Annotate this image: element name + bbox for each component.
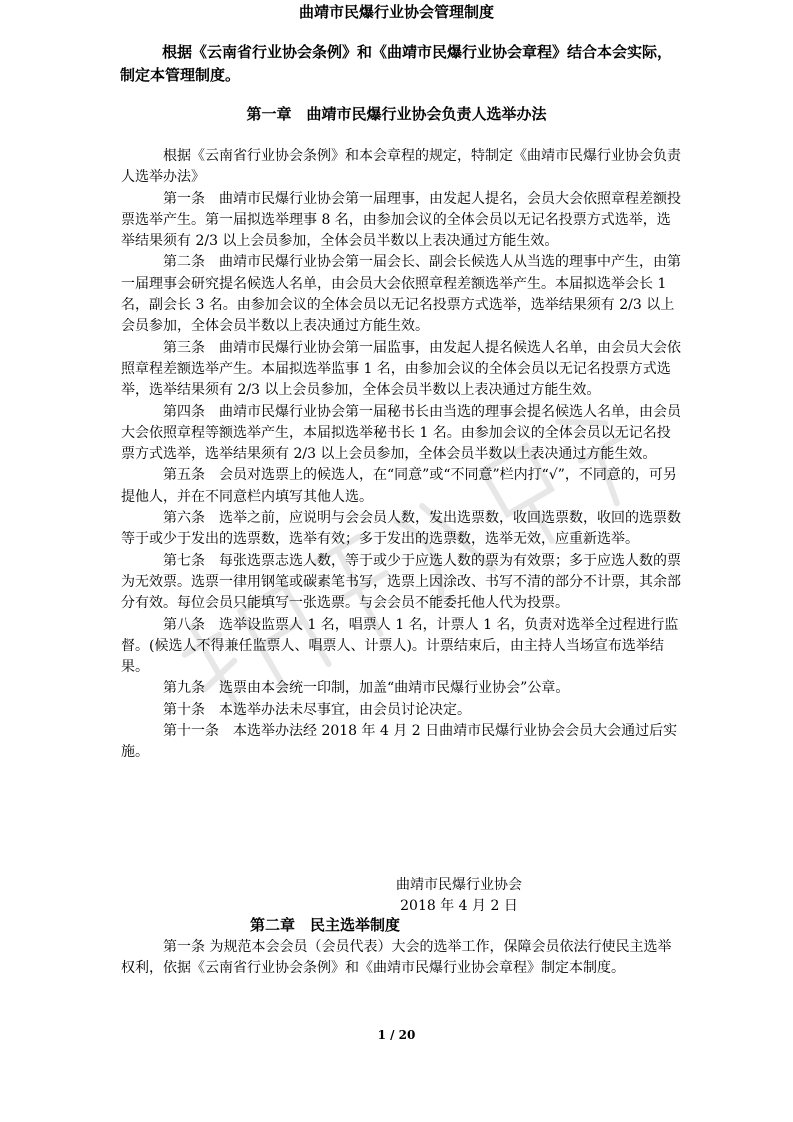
article-9: 第九条 选票由本会统一印制，加盖“曲靖市民爆行业协会”公章。 <box>163 680 570 697</box>
article-8: 第八条 选举设监票人 1 名，唱票人 1 名，计票人 1 名，负责对选举全过程进行监督。(候选人不得兼任监票人、唱票人、计票人)。计票结束后，由主持人当场宣布选举结果。 <box>121 616 679 676</box>
article-10: 第十条 本选举办法未尽事宜，由会员讨论决定。 <box>163 701 471 718</box>
article-1: 第一条 曲靖市民爆行业协会第一届理事，由发起人提名，会员大会依照章程差额投票选举产生。第一届拟选举理事 8 名，由参加会议的全体会员以无记名投票方式选举，选举结果须有 2/3 以上会员参加，全体会员半数以上表决通过方能生效。 <box>121 190 681 250</box>
chapter-1-intro: 根据《云南省行业协会条例》和本会章程的规定，特制定《曲靖市民爆行业协会负责人选举办法》 <box>121 148 681 186</box>
article-3: 第三条 曲靖市民爆行业协会第一届监事，由发起人提名候选人名单，由会员大会依照章程差额选举产生。本届拟选举监事 1 名，由参加会议的全体会员以无记名投票方式选举，选举结果须有 2/3 以上会员参加，全体会员半数以上表决通过方能生效。 <box>121 339 681 399</box>
signature-block <box>396 875 522 917</box>
document-title: 曲靖市民爆行业协会管理制度 <box>298 3 494 21</box>
preamble-paragraph: 根据《云南省行业协会条例》和《曲靖市民爆行业协会章程》结合本会实际，制定本管理制度。 <box>120 43 673 84</box>
article-11: 第十一条 本选举办法经 2018 年 4 月 2 日曲靖市民爆行业协会会员大会通过后实施。 <box>121 723 678 761</box>
chapter-2-heading: 第二章 民主选举制度 <box>250 916 401 934</box>
article-5: 第五条 会员对选票上的候选人，在“同意”或“不同意”栏内打“√”，不同意的，可另提他人，并在不同意栏内填写其他人选。 <box>121 467 677 505</box>
page-number: 1 / 20 <box>377 1028 416 1042</box>
chapter-2-article-1: 第一条 为规范本会会员（会员代表）大会的选举工作，保障会员依法行使民主选举权利，依据《云南省行业协会条例》和《曲靖市民爆行业协会章程》制定本制度。 <box>121 939 672 977</box>
article-4: 第四条 曲靖市民爆行业协会第一届秘书长由当选的理事会提名候选人名单，由会员大会依照章程等额选举产生，本届拟选举秘书长 1 名。由参加会议的全体会员以无记名投票方式选举，选举结果须有 2/3 以上会员参加，全体会员半数以上表决通过方能生效。 <box>121 403 681 463</box>
article-7: 第七条 每张选票志选人数，等于或少于应选人数的票为有效票；多于应选人数的票为无效票。选票一律用钢笔或碳素笔书写，选票上因涂改、书写不清的部分不计票，其余部分有效。每位会员只能填写一张选票。与会会员不能委托他人代为投票。 <box>121 552 681 612</box>
chapter-1-heading: 第一章 曲靖市民爆行业协会负责人选举办法 <box>246 105 547 123</box>
article-6: 第六条 选举之前，应说明与会会员人数，发出选票数，收回选票数，收回的选票数等于或少于发出的选票数，选举有效；多于发出的选票数，选举无效，应重新选举。 <box>121 510 681 548</box>
signature-date: 2018 年 4 月 2 日 <box>400 898 518 914</box>
signature-organization: 曲靖市民爆行业协会 <box>396 877 522 893</box>
chapter-1-body <box>121 146 681 764</box>
article-2: 第二条 曲靖市民爆行业协会第一届会长、副会长候选人从当选的理事中产生，由第一届理事会研究提名候选人名单，由会员大会依照章程差额选举产生。本届拟选举会长 1 名，副会长 3 名。由参加会议的全体会员以无记名投票方式选举，选举结果须有 2/3 以上会员参加，全体会员半数以上表决通过方能生效。 <box>121 254 681 335</box>
